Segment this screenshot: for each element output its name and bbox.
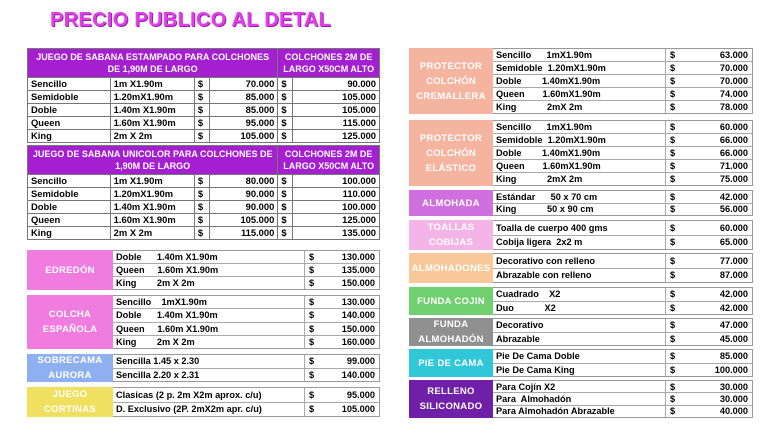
item-description: Queen 1.60mX1.90m (496, 161, 601, 171)
item-price: 78.000 (719, 102, 748, 112)
price-2m: 105.000 (293, 104, 380, 117)
currency-sign: $ (304, 264, 319, 276)
currency-sign: $ (665, 147, 680, 159)
currency-sign: $ (665, 350, 680, 363)
currency-sign: $ (304, 251, 319, 263)
price-2m: 100.000 (293, 175, 380, 188)
list-item (493, 288, 752, 302)
size-name: Doble (28, 201, 111, 214)
list-item (493, 333, 752, 346)
dimensions: 1.20mX1.90m (110, 188, 194, 201)
list-item (113, 264, 379, 277)
price-2m: 90.000 (293, 78, 380, 91)
list-item (493, 75, 752, 88)
item-price: 75.000 (719, 174, 748, 184)
page-title: PRECIO PUBLICO AL DETAL (50, 9, 331, 31)
price: 90.000 (209, 188, 278, 201)
currency-sign: $ (278, 227, 293, 240)
item-price: 42.000 (719, 191, 748, 202)
list-item (493, 121, 752, 134)
product-block (27, 250, 380, 290)
table-row (28, 227, 380, 240)
item-price: 100.000 (714, 364, 748, 375)
item-description: Decorativo con relleno (496, 255, 596, 266)
price: 90.000 (209, 201, 278, 214)
list-item (493, 406, 752, 417)
dimensions: 1.60m X1.90m (110, 214, 194, 227)
price-2m: 125.000 (293, 214, 380, 227)
price-2m: 100.000 (293, 201, 380, 214)
product-block (409, 48, 753, 114)
currency-sign: $ (665, 406, 680, 417)
table-row (28, 188, 380, 201)
product-block (409, 220, 753, 250)
currency-sign: $ (194, 130, 209, 143)
list-item (493, 134, 752, 147)
currency-sign: $ (194, 214, 209, 227)
category-label: PIE DE CAMA (409, 349, 493, 377)
item-description: Para Cojín X2 (496, 381, 556, 392)
currency-sign: $ (304, 388, 319, 402)
currency-sign: $ (665, 319, 680, 332)
currency-sign: $ (194, 201, 209, 214)
size-name: Queen (28, 214, 111, 227)
item-price: 135.000 (341, 265, 375, 275)
currency-sign: $ (194, 91, 209, 104)
currency-sign: $ (665, 221, 680, 235)
list-item (493, 221, 752, 236)
category-label: PROTECTOR COLCHÓN ELÁSTICO (409, 120, 493, 186)
list-item (493, 254, 752, 269)
item-description: Queen 1.60mX1.90m (496, 89, 601, 99)
item-description: Sencillo 1mX1.90m (116, 297, 207, 308)
dimensions: 1.20mX1.90m (110, 91, 194, 104)
dimensions: 1.60m X1.90m (110, 117, 194, 130)
item-price: 42.000 (719, 289, 748, 300)
product-block (409, 349, 753, 377)
list-item (493, 236, 752, 250)
size-name: Semidoble (28, 91, 111, 104)
currency-sign: $ (304, 369, 319, 382)
item-description: Sencilla 2.20 x 2.31 (116, 369, 200, 380)
list-item (113, 403, 379, 417)
item-price: 140.000 (341, 310, 375, 321)
list-item (493, 191, 752, 204)
currency-sign: $ (665, 364, 680, 377)
product-block (409, 190, 753, 216)
currency-sign: $ (665, 134, 680, 146)
currency-sign: $ (665, 204, 680, 216)
list-item (493, 101, 752, 113)
item-description: Duo X2 (496, 302, 556, 313)
item-description: Queen 1.60m X1.90m (116, 323, 219, 334)
item-description: King 2m X 2m (116, 278, 195, 288)
item-price: 160.000 (341, 336, 375, 347)
list-item (493, 269, 752, 283)
currency-sign: $ (665, 191, 680, 203)
category-label: EDREDÓN (27, 250, 113, 290)
list-item (113, 323, 379, 336)
item-price: 150.000 (341, 323, 375, 334)
item-description: Doble 1.40m X1.90m (116, 310, 218, 321)
table-row (28, 104, 380, 117)
item-description: Doble 1.40mX1.90m (496, 76, 601, 86)
product-block (409, 380, 753, 418)
item-description: Abrazable con relleno (496, 270, 592, 281)
item-description: Sencillo 1mX1.90m (496, 122, 593, 132)
list-item (493, 319, 752, 333)
size-name: Sencillo (28, 78, 111, 91)
item-price: 45.000 (719, 333, 748, 344)
currency-sign: $ (665, 88, 680, 100)
item-price: 60.000 (719, 222, 748, 233)
list-item (493, 204, 752, 216)
item-price: 56.000 (719, 204, 748, 215)
price: 115.000 (209, 227, 278, 240)
category-label: ALMOHADA (409, 190, 493, 216)
currency-sign: $ (665, 269, 680, 283)
product-block (409, 287, 753, 315)
product-block (409, 120, 753, 186)
item-price: 70.000 (719, 63, 748, 73)
currency-sign: $ (278, 130, 293, 143)
item-price: 77.000 (719, 255, 748, 266)
list-item (493, 381, 752, 393)
currency-sign: $ (665, 62, 680, 74)
currency-sign: $ (665, 381, 680, 392)
currency-sign: $ (304, 355, 319, 368)
item-description: Toalla de cuerpo 400 gms (496, 222, 608, 233)
list-item (493, 173, 752, 185)
price: 85.000 (209, 104, 278, 117)
currency-sign: $ (304, 323, 319, 335)
price: 105.000 (209, 214, 278, 227)
product-block (409, 253, 753, 283)
list-item (113, 355, 379, 369)
item-price: 66.000 (719, 148, 748, 158)
currency-sign: $ (665, 173, 680, 185)
item-price: 140.000 (341, 369, 375, 380)
category-label: PROTECTOR COLCHÓN CREMALLERA (409, 48, 493, 114)
item-price: 130.000 (341, 252, 375, 262)
colchones-header-2: COLCHONES 2M DE LARGO X50CM ALTO (278, 146, 380, 175)
item-description: Queen 1.60m X1.90m (116, 265, 219, 275)
item-description: Clasicas (2 p. 2m X2m aprox. c/u) (116, 389, 262, 400)
currency-sign: $ (304, 309, 319, 321)
estampado-price-table (27, 48, 380, 143)
item-price: 30.000 (719, 393, 748, 404)
item-description: Para Almohadón (496, 393, 572, 404)
estampado-header: JUEGO DE SABANA ESTAMPADO PARA COLCHONES DE 1,90M DE LARGO (28, 49, 278, 78)
item-description: Semidoble 1.20mX1.90m (496, 135, 606, 145)
currency-sign: $ (194, 78, 209, 91)
item-description: Sencilla 1.45 x 2.30 (116, 356, 200, 367)
price: 85.000 (209, 91, 278, 104)
price: 105.000 (209, 130, 278, 143)
list-item (113, 296, 379, 309)
table-row (28, 78, 380, 91)
item-description: Para Almohadón Abrazable (496, 406, 615, 417)
unicolor-price-table (27, 145, 380, 240)
list-item (493, 147, 752, 160)
category-label: RELLENO SILICONADO (409, 380, 493, 418)
item-description: Pie De Cama Doble (496, 351, 580, 362)
price-2m: 125.000 (293, 130, 380, 143)
currency-sign: $ (304, 403, 319, 417)
currency-sign: $ (278, 78, 293, 91)
list-item (493, 160, 752, 173)
list-item (113, 251, 379, 264)
item-price: 150.000 (341, 278, 375, 288)
table-row (28, 214, 380, 227)
table-row (28, 91, 380, 104)
category-label: TOALLAS COBIJAS (409, 220, 493, 250)
price: 80.000 (209, 175, 278, 188)
currency-sign: $ (194, 175, 209, 188)
price-2m: 135.000 (293, 227, 380, 240)
list-item (493, 393, 752, 405)
item-description: King 50 x 90 cm (496, 204, 594, 215)
currency-sign: $ (304, 336, 319, 348)
category-label: ALMOHADONES (409, 253, 493, 283)
currency-sign: $ (304, 277, 319, 289)
currency-sign: $ (278, 201, 293, 214)
list-item (113, 309, 379, 322)
dimensions: 1.40m X1.90m (110, 104, 194, 117)
currency-sign: $ (665, 121, 680, 133)
item-description: Estándar 50 x 70 cm (496, 191, 598, 202)
category-label: JUEGO CORTINAS (27, 387, 113, 417)
list-item (113, 388, 379, 403)
price-2m: 110.000 (293, 188, 380, 201)
currency-sign: $ (665, 160, 680, 172)
currency-sign: $ (278, 91, 293, 104)
list-item (113, 369, 379, 382)
price: 70.000 (209, 78, 278, 91)
list-item (493, 62, 752, 75)
product-block (27, 354, 380, 382)
dimensions: 2m X 2m (110, 130, 194, 143)
item-price: 65.000 (719, 237, 748, 248)
currency-sign: $ (665, 333, 680, 346)
item-price: 60.000 (719, 122, 748, 132)
product-block (27, 387, 380, 417)
list-item (493, 302, 752, 315)
item-price: 66.000 (719, 135, 748, 145)
dimensions: 1m X1.90m (110, 175, 194, 188)
item-description: King 2mX 2m (496, 174, 583, 184)
list-item (113, 277, 379, 289)
category-label: COLCHA ESPAÑOLA (27, 295, 113, 349)
size-name: Doble (28, 104, 111, 117)
item-price: 130.000 (341, 297, 375, 308)
currency-sign: $ (665, 101, 680, 113)
dimensions: 2m X 2m (110, 227, 194, 240)
item-description: King 2mX 2m (496, 102, 583, 112)
item-price: 30.000 (719, 381, 748, 392)
list-item (493, 88, 752, 101)
price-2m: 115.000 (293, 117, 380, 130)
product-block (409, 318, 753, 346)
category-label: FUNDA ALMOHADÓN (409, 318, 493, 346)
item-description: Cuadrado X2 (496, 289, 561, 300)
item-price: 42.000 (719, 302, 748, 313)
category-label: SOBRECAMA AURORA (27, 354, 113, 382)
item-description: Sencillo 1mX1.90m (496, 50, 593, 60)
currency-sign: $ (278, 214, 293, 227)
table-row (28, 201, 380, 214)
size-name: King (28, 227, 111, 240)
currency-sign: $ (194, 227, 209, 240)
size-name: King (28, 130, 111, 143)
item-description: Semidoble 1.20mX1.90m (496, 63, 606, 73)
list-item (493, 364, 752, 377)
item-description: Pie De Cama King (496, 364, 575, 375)
item-description: Decorativo (496, 320, 544, 331)
item-description: D. Exclusivo (2P. 2mX2m apr. c/u) (116, 404, 262, 415)
item-price: 105.000 (341, 404, 375, 415)
currency-sign: $ (304, 296, 319, 308)
currency-sign: $ (278, 117, 293, 130)
table-row (28, 130, 380, 143)
table-row (28, 117, 380, 130)
product-block (27, 295, 380, 349)
item-description: Doble 1.40m X1.90m (116, 252, 218, 262)
dimensions: 1m X1.90m (110, 78, 194, 91)
item-price: 40.000 (719, 406, 748, 417)
currency-sign: $ (665, 49, 680, 61)
currency-sign: $ (278, 175, 293, 188)
category-label: FUNDA COJIN (409, 287, 493, 315)
list-item (493, 350, 752, 364)
item-price: 71.000 (719, 161, 748, 171)
unicolor-header: JUEGO DE SABANA UNICOLOR PARA COLCHONES DE 1,90M DE LARGO (28, 146, 278, 175)
currency-sign: $ (665, 393, 680, 404)
item-price: 63.000 (719, 50, 748, 60)
item-price: 87.000 (719, 270, 748, 281)
size-name: Queen (28, 117, 111, 130)
currency-sign: $ (194, 188, 209, 201)
size-name: Sencillo (28, 175, 111, 188)
item-description: Cobija ligera 2x2 m (496, 237, 583, 248)
dimensions: 1.40m X1.90m (110, 201, 194, 214)
table-row (28, 175, 380, 188)
currency-sign: $ (665, 75, 680, 87)
currency-sign: $ (194, 117, 209, 130)
size-name: Semidoble (28, 188, 111, 201)
price-2m: 105.000 (293, 91, 380, 104)
item-price: 74.000 (719, 89, 748, 99)
item-price: 47.000 (719, 320, 748, 331)
item-description: King 2m X 2m (116, 336, 195, 347)
currency-sign: $ (278, 104, 293, 117)
item-price: 99.000 (346, 356, 375, 367)
item-price: 70.000 (719, 76, 748, 86)
currency-sign: $ (278, 188, 293, 201)
list-item (113, 336, 379, 348)
currency-sign: $ (665, 254, 680, 268)
currency-sign: $ (665, 302, 680, 315)
item-price: 85.000 (719, 351, 748, 362)
currency-sign: $ (665, 288, 680, 301)
price: 95.000 (209, 117, 278, 130)
currency-sign: $ (194, 104, 209, 117)
item-price: 95.000 (346, 389, 375, 400)
item-description: Abrazable (496, 333, 540, 344)
list-item (493, 49, 752, 62)
currency-sign: $ (665, 236, 680, 250)
item-description: Doble 1.40mX1.90m (496, 148, 601, 158)
colchones-header: COLCHONES 2M DE LARGO X50CM ALTO (278, 49, 380, 78)
